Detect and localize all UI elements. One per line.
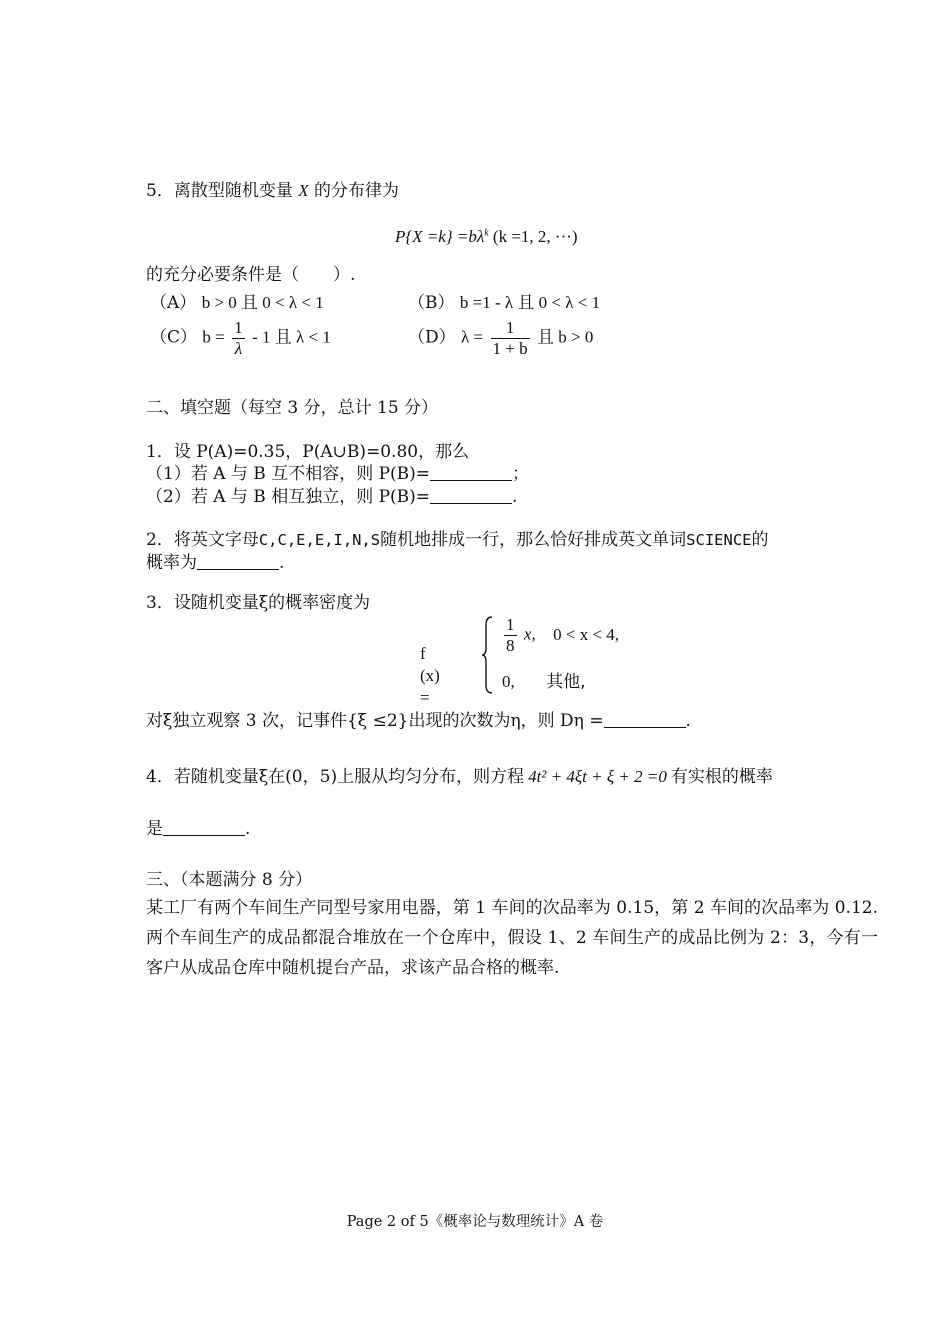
answer-blank[interactable] xyxy=(430,479,512,481)
answer-blank[interactable] xyxy=(163,834,245,836)
q5-formula: $P\{X =k\} =b\lambda^k$ (k =1, 2, ···) xyxy=(395,227,578,246)
s2-q2-line1: 2．将英文字母C,C,E,E,I,N,S随机地排成一行，那么恰好排成英文单词SCIENCE的 xyxy=(146,530,769,550)
s2-q1-line1: 1．设 P(A)=0.35，P(A∪B)=0.80，那么 xyxy=(146,442,470,462)
section2-heading: 二、填空题（每空 3 分，总计 15 分） xyxy=(146,398,439,418)
answer-blank[interactable] xyxy=(197,568,279,570)
s2-q3-prompt: 3．设随机变量ξ的概率密度为 xyxy=(146,593,371,613)
density-case-2: 0, 其他, xyxy=(502,672,586,692)
left-brace xyxy=(482,615,494,695)
s2-q4-line2: 是 . xyxy=(146,819,251,839)
q5-option-c-fraction: $\frac{1}{\lambda}$ xyxy=(234,318,243,358)
s2-q1-line3: （2）若 A 与 B 相互独立，则 P(B)= . xyxy=(146,487,518,507)
s2-q4-line1: 4．若随机变量ξ在(0，5)上服从均匀分布，则方程 4t² + 4ξt + ξ + 2 =0 有实根的概率 xyxy=(146,767,773,787)
s2-q1-line2: （1）若 A 与 B 互不相容，则 P(B)= ； xyxy=(146,464,530,484)
q5-option-d: （D） λ = $\frac{1}{1 + b}$ 且 b > 0 xyxy=(408,318,594,358)
q5-option-d-fraction: $\frac{1}{1 + b}$ xyxy=(492,318,528,358)
section3-body: 某工厂有两个车间生产同型号家用电器，第 1 车间的次品率为 0.15，第 2 车间的次品率为 0.12. 两个车间生产的成品都混合堆放在一个仓库中，假设 1、2 车间生产的成品比例为 2：3，今有一客户从成品仓库中随机提台产品，求该产品合格的概率. xyxy=(146,898,878,978)
page-footer: Page 2 of 5《概率论与数理统计》A 卷 xyxy=(346,1214,604,1230)
answer-blank[interactable] xyxy=(604,726,686,728)
s2-q4-equation: 4t² + 4ξt + ξ + 2 =0 xyxy=(528,767,667,786)
q5-condition: 的充分必要条件是（ ）. xyxy=(146,265,356,285)
density-case-1: $\frac{1}{8}$ x, 0 < x < 4, xyxy=(506,615,620,655)
q5-option-c: （C） b = $\frac{1}{\lambda}$ - 1 且 λ < 1 xyxy=(150,318,331,358)
exam-page: 5．离散型随机变量 X 的分布律为 $P\{X =k\} =b\lambda^k$ (k =1, 2, ···) 的充分必要条件是（ ）. （A） b > 0 且 0 < λ < 1 （B） b =1 - λ 且 0 < λ < 1 （C） b = $\frac{1}{\lambda}$ - 1 且 λ < 1 （D） λ = $\frac{1}{1 + b}$ 且 b > 0 二、填空题（每空 3 分，总计 15 分） 1．设 P(A)=0.35，P(A∪B)=0.80，那么 （1）若 A 与 B 互不相容，则 P(B)= ； （2）若 A 与 B 相互独立，则 P(B)= . 2．将英文字母C,C,E,E,I,N,S随机地排成一行，那么恰好排成英文单词SCIENCE的 概率为 . 3．设随机变量ξ的概率密度为 f (x) = $\frac{1}{8}$ x, 0 < x < 4, 0, 其他, 对ξ独立观察 3 次，记事件{ξ ≤2}出现的次数为η，则 Dη = . 4．若随机变量ξ在(0，5)上服从均匀分布，则方程 4t² + 4ξt + ξ + 2 =0 有实根的概率 是 . 三、（本题满分 8 分） 某工厂有两个车间生产同型号家用电器，第 1 车间的次品率为 0.15，第 2 车间的次品率为 0.12. 两个车间生产的成品都混合堆放在一个仓库中，假设 1、2 车间生产的成品比例为 2：3，今有一客户从成品仓库中随机提台产品，求该产品合格的概率. Page 2 of 5《概率论与数理统计》A 卷 xyxy=(0,0,950,1317)
section3-heading: 三、（本题满分 8 分） xyxy=(146,870,313,890)
s2-q2-line2: 概率为 . xyxy=(146,553,285,573)
answer-blank[interactable] xyxy=(430,502,512,504)
q5-prompt: 5．离散型随机变量 X 的分布律为 xyxy=(146,181,400,201)
q5-var: X xyxy=(298,181,309,200)
q5-option-b: （B） b =1 - λ 且 0 < λ < 1 xyxy=(408,293,601,313)
q5-option-a: （A） b > 0 且 0 < λ < 1 xyxy=(150,293,324,313)
s2-q3-after: 对ξ独立观察 3 次，记事件{ξ ≤2}出现的次数为η，则 Dη = . xyxy=(146,711,691,731)
